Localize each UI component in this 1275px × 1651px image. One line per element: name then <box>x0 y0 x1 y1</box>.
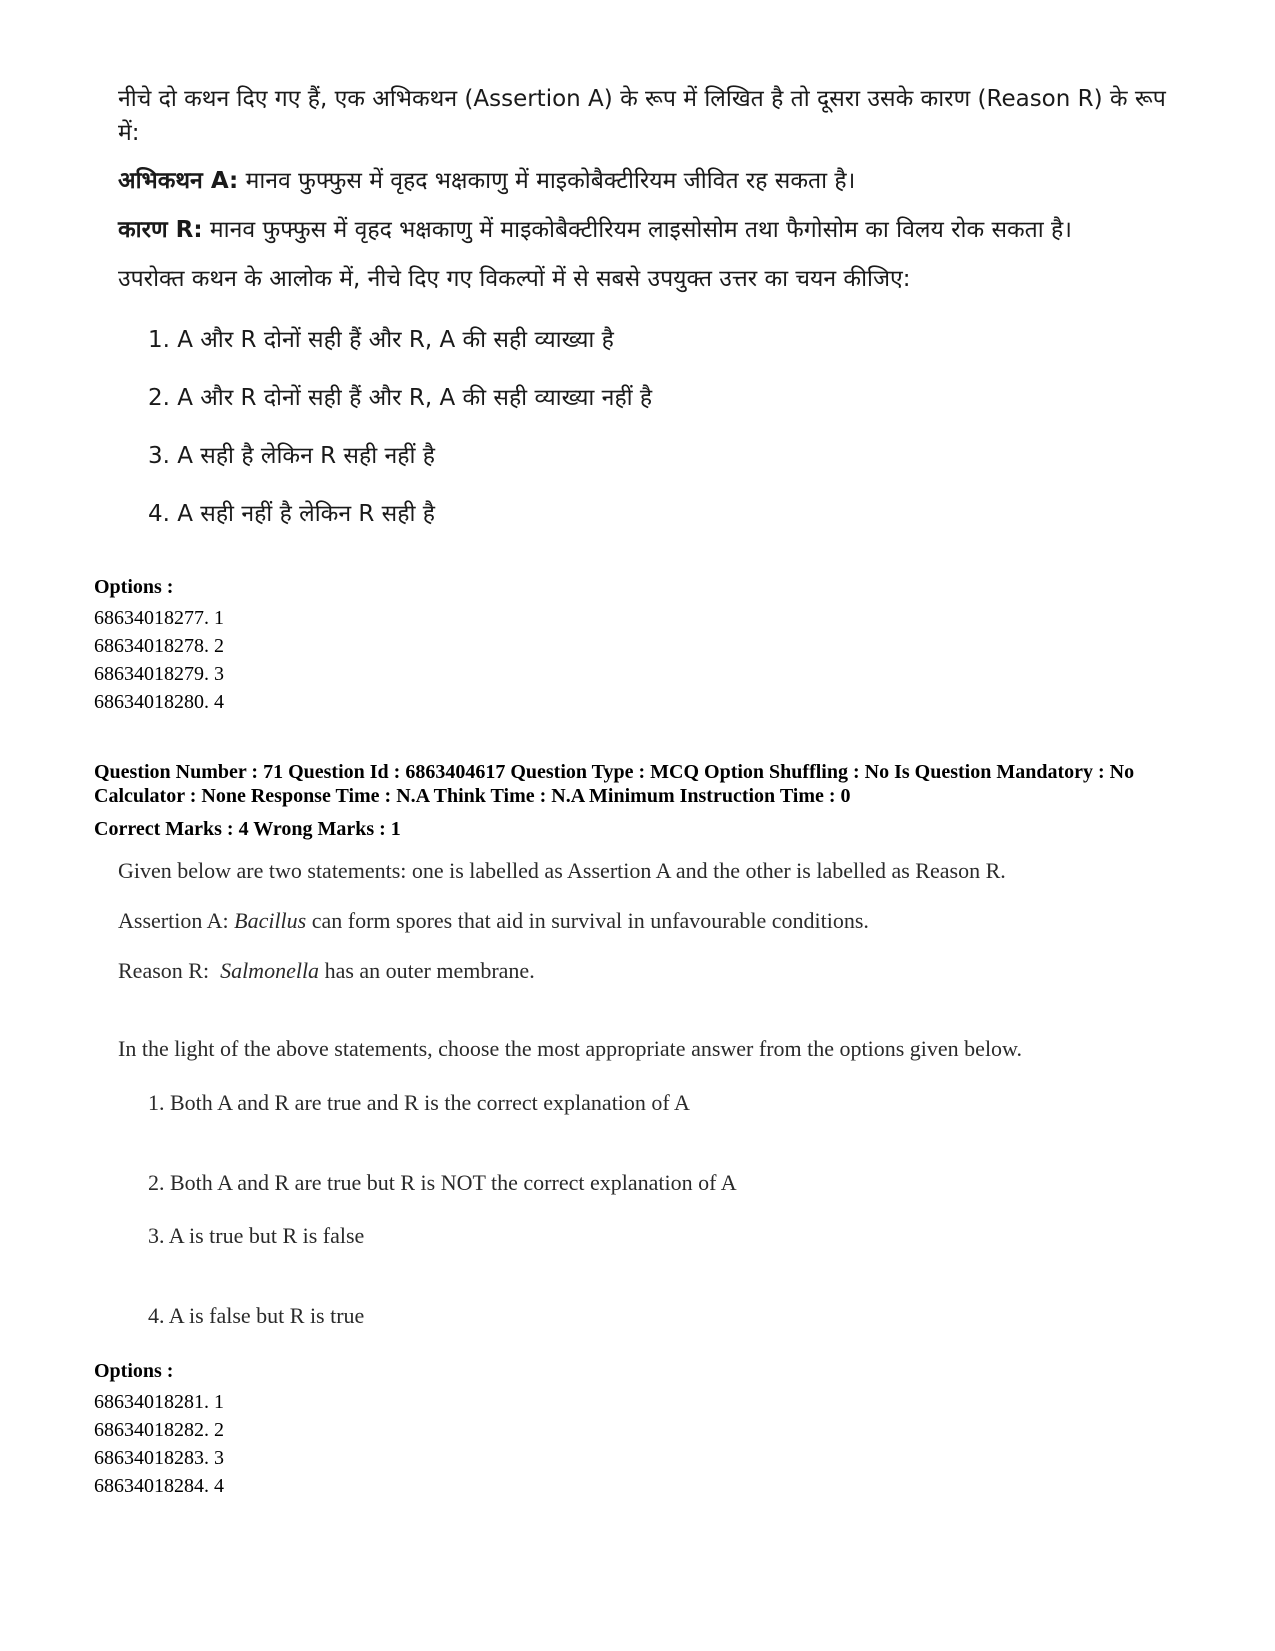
english-reason-rest: has an outer membrane. <box>324 958 535 983</box>
hindi-question <box>118 82 1178 543</box>
hindi-assertion-text: मानव फुफ्फुस में वृहद भक्षकाणु में माइकोबैक्टीरियम जीवित रह सकता है। <box>245 168 856 194</box>
english-choice: 3. A is true but R is false <box>148 1223 365 1248</box>
english-assertion <box>118 908 869 934</box>
hindi-instruction: उपरोक्त कथन के आलोक में, नीचे दिए गए विकल्पों में से सबसे उपयुक्त उत्तर का चयन कीजिए: <box>118 266 911 292</box>
options-list-2 <box>94 1388 224 1500</box>
option-item: 68634018282. 2 <box>94 1419 224 1441</box>
options-heading-2: Options : <box>94 1360 174 1382</box>
english-reason <box>118 958 535 984</box>
option-item: 68634018278. 2 <box>94 635 224 657</box>
option-item: 68634018279. 3 <box>94 663 224 685</box>
english-choice: 2. Both A and R are true but R is NOT the correct explanation of A <box>148 1170 737 1195</box>
question-meta: Question Number : 71 Question Id : 6863404617 Question Type : MCQ Option Shuffling : No Is Question Mandatory : No Calculator : None Response Time : N.A Think Time : N.A Minimum Instruction Time : 0 <box>94 761 1135 807</box>
hindi-reason <box>118 213 1178 247</box>
hindi-assertion-label: अभिकथन A: <box>118 168 239 194</box>
hindi-choice: 2. A और R दोनों सही हैं और R, A की सही व्याख्या नहीं है <box>148 385 653 411</box>
english-choice: 1. Both A and R are true and R is the correct explanation of A <box>148 1090 690 1115</box>
question-marks: Correct Marks : 4 Wrong Marks : 1 <box>94 818 401 840</box>
option-item: 68634018277. 1 <box>94 607 224 629</box>
english-reason-organism: Salmonella <box>220 958 320 983</box>
english-choice: 4. A is false but R is true <box>148 1303 365 1328</box>
hindi-choice: 3. A सही है लेकिन R सही नहीं है <box>148 443 435 469</box>
option-item: 68634018280. 4 <box>94 691 224 713</box>
english-assertion-label: Assertion A: <box>118 908 229 933</box>
option-item: 68634018283. 3 <box>94 1447 224 1469</box>
hindi-choice: 1. A और R दोनों सही हैं और R, A की सही व्याख्या है <box>148 327 614 353</box>
english-instruction: In the light of the above statements, choose the most appropriate answer from the options given below. <box>118 1036 1023 1061</box>
english-intro: Given below are two statements: one is labelled as Assertion A and the other is labelled as Reason R. <box>118 858 1006 883</box>
hindi-reason-text: मानव फुफ्फुस में वृहद भक्षकाणु में माइकोबैक्टीरियम लाइसोसोम तथा फैगोसोम का विलय रोक सकता है। <box>209 217 1072 243</box>
hindi-choice: 4. A सही नहीं है लेकिन R सही है <box>148 501 435 527</box>
hindi-choices <box>118 311 1178 543</box>
english-assertion-organism: Bacillus <box>234 908 307 933</box>
options-list-1 <box>94 604 224 716</box>
english-assertion-rest: can form spores that aid in survival in unfavourable conditions. <box>311 908 869 933</box>
hindi-reason-label: कारण R: <box>118 217 203 243</box>
option-item: 68634018281. 1 <box>94 1391 224 1413</box>
english-reason-label: Reason R: <box>118 958 210 983</box>
hindi-assertion <box>118 164 1178 198</box>
options-heading-1: Options : <box>94 576 174 598</box>
hindi-intro: नीचे दो कथन दिए गए हैं, एक अभिकथन (Assertion A) के रूप में लिखित है तो दूसरा उसके कारण (Reason R) के रूप में: <box>118 86 1166 146</box>
option-item: 68634018284. 4 <box>94 1475 224 1497</box>
